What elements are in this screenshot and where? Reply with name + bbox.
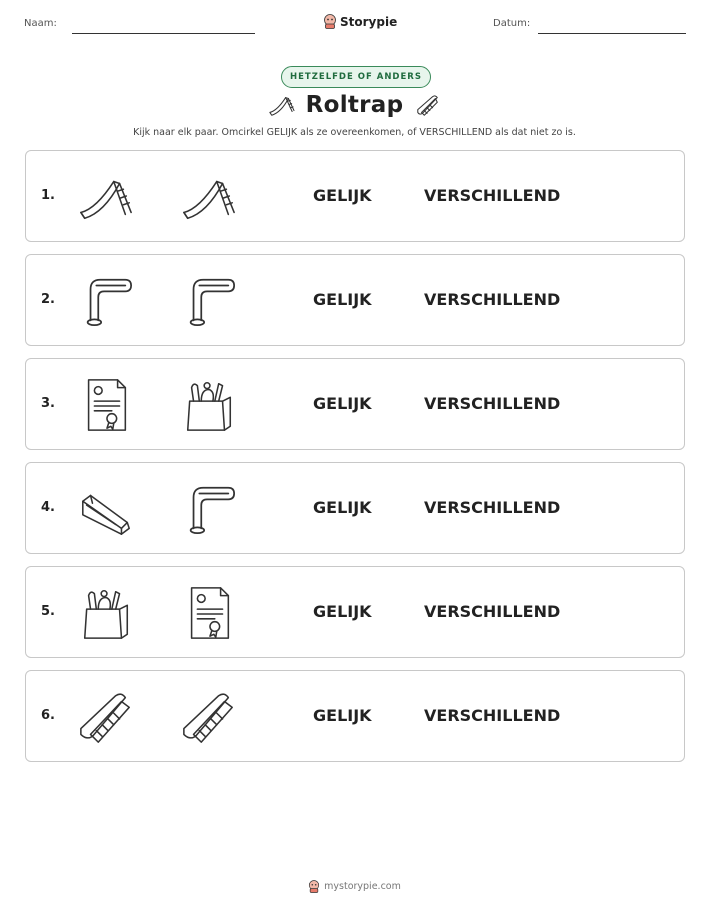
certificate-icon [77, 377, 135, 433]
question-number: 5. [41, 604, 55, 619]
question-number: 4. [41, 500, 55, 515]
handrail-icon [180, 481, 238, 537]
option-different[interactable]: VERSCHILLEND [424, 706, 561, 725]
question-number: 2. [41, 292, 55, 307]
question-row-2 [25, 254, 685, 346]
escalator-icon [77, 689, 135, 745]
slide-icon [180, 169, 238, 225]
certificate-icon [180, 585, 238, 641]
page-title: Roltrap [305, 92, 404, 118]
question-row-3 [25, 358, 685, 450]
option-same[interactable]: GELIJK [313, 394, 372, 413]
name-label: Naam: [24, 18, 57, 29]
option-different[interactable]: VERSCHILLEND [424, 602, 561, 621]
grocery-bag-icon [180, 377, 238, 433]
date-line[interactable] [538, 33, 686, 34]
footer-url[interactable]: mystorypie.com [324, 881, 401, 892]
option-different[interactable]: VERSCHILLEND [424, 290, 561, 309]
escalator-icon [180, 689, 238, 745]
name-line[interactable] [72, 33, 255, 34]
option-same[interactable]: GELIJK [313, 290, 372, 309]
handrail-icon [180, 273, 238, 329]
escalator-icon [413, 92, 443, 118]
ramp-icon [77, 481, 135, 537]
footer [0, 880, 709, 893]
date-label: Datum: [493, 18, 531, 29]
option-different[interactable]: VERSCHILLEND [424, 394, 561, 413]
worksheet-type-badge: HETZELFDE OF ANDERS [281, 66, 431, 88]
slide-icon [266, 92, 296, 118]
option-same[interactable]: GELIJK [313, 498, 372, 517]
grocery-bag-icon [77, 585, 135, 641]
question-number: 3. [41, 396, 55, 411]
storypie-mascot-icon [308, 880, 320, 893]
brand-name: Storypie [340, 14, 398, 29]
option-same[interactable]: GELIJK [313, 706, 372, 725]
option-different[interactable]: VERSCHILLEND [424, 186, 561, 205]
instructions: Kijk naar elk paar. Omcirkel GELIJK als ze overeenkomen, of VERSCHILLEND als dat niet zo is. [133, 127, 576, 138]
question-row-1 [25, 150, 685, 242]
option-different[interactable]: VERSCHILLEND [424, 498, 561, 517]
brand-logo [323, 14, 397, 29]
question-number: 6. [41, 708, 55, 723]
option-same[interactable]: GELIJK [313, 186, 372, 205]
storypie-mascot-icon [323, 14, 337, 29]
option-same[interactable]: GELIJK [313, 602, 372, 621]
question-row-5 [25, 566, 685, 658]
question-row-4 [25, 462, 685, 554]
handrail-icon [77, 273, 135, 329]
question-number: 1. [41, 188, 55, 203]
question-row-6 [25, 670, 685, 762]
slide-icon [77, 169, 135, 225]
title-row [0, 92, 709, 118]
